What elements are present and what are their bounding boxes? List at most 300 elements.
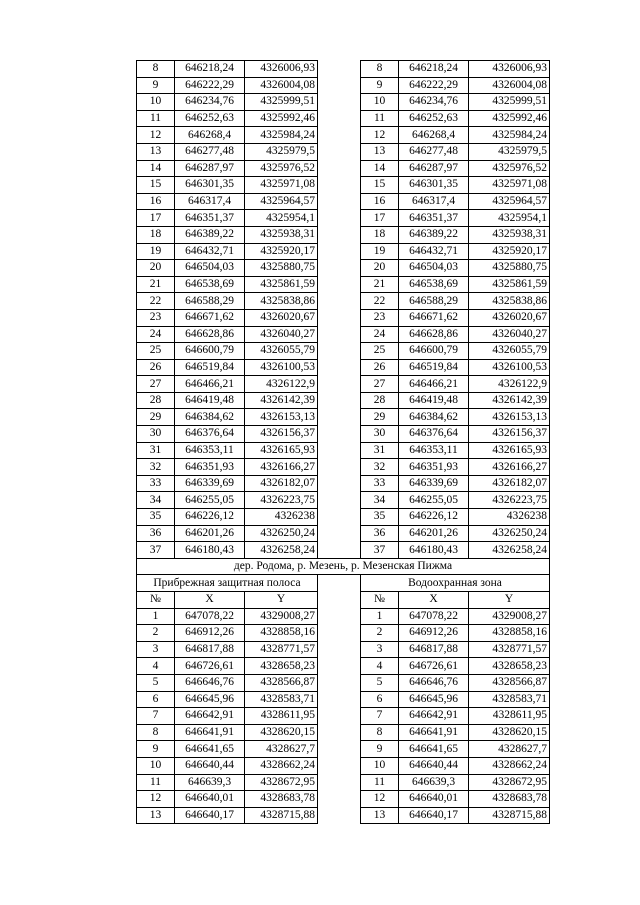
- right-y-coordinate: 4326165,93: [469, 442, 550, 459]
- right-x-coordinate: 646600,79: [399, 343, 469, 360]
- right-x-coordinate: 646234,76: [399, 94, 469, 111]
- right-x-coordinate: 646671,62: [399, 309, 469, 326]
- left-x-coordinate: 646641,91: [175, 724, 245, 741]
- right-y-coordinate: 4325979,5: [469, 143, 550, 160]
- table-row: [137, 625, 550, 642]
- column-gap: [318, 492, 361, 509]
- column-gap: [318, 143, 361, 160]
- left-point-number: 14: [137, 160, 175, 177]
- right-x-coordinate: 646504,03: [399, 260, 469, 277]
- right-x-coordinate: 646226,12: [399, 509, 469, 526]
- left-y-coordinate: 4326006,93: [245, 61, 318, 78]
- column-gap: [318, 177, 361, 194]
- left-y-coordinate: 4326156,37: [245, 426, 318, 443]
- right-point-number: 6: [361, 691, 399, 708]
- right-point-number: 9: [361, 741, 399, 758]
- column-gap: [318, 243, 361, 260]
- right-x-coordinate: 646419,48: [399, 392, 469, 409]
- table-row: [137, 392, 550, 409]
- section-title-row: [137, 558, 550, 575]
- right-y-coordinate: 4326040,27: [469, 326, 550, 343]
- table-row: [137, 492, 550, 509]
- right-y-coordinate: 4325838,86: [469, 293, 550, 310]
- left-point-number: 3: [137, 641, 175, 658]
- right-header-x: X: [399, 592, 469, 609]
- right-point-number: 13: [361, 807, 399, 824]
- column-gap: [318, 376, 361, 393]
- right-x-coordinate: 646639,3: [399, 774, 469, 791]
- right-x-coordinate: 646641,65: [399, 741, 469, 758]
- left-point-number: 23: [137, 309, 175, 326]
- left-point-number: 13: [137, 807, 175, 824]
- table-row: [137, 724, 550, 741]
- table-row: [137, 210, 550, 227]
- left-y-coordinate: 4328771,57: [245, 641, 318, 658]
- table-row: [137, 608, 550, 625]
- right-x-coordinate: 646641,91: [399, 724, 469, 741]
- column-gap: [318, 475, 361, 492]
- left-x-coordinate: 646351,93: [175, 459, 245, 476]
- left-point-number: 33: [137, 475, 175, 492]
- right-y-coordinate: 4328683,78: [469, 791, 550, 808]
- left-x-coordinate: 646389,22: [175, 226, 245, 243]
- left-x-coordinate: 646628,86: [175, 326, 245, 343]
- right-x-coordinate: 646287,97: [399, 160, 469, 177]
- left-y-coordinate: 4328566,87: [245, 674, 318, 691]
- right-zone-title: Водоохранная зона: [361, 575, 550, 592]
- right-y-coordinate: 4325976,52: [469, 160, 550, 177]
- column-gap: [318, 708, 361, 725]
- left-point-number: 37: [137, 542, 175, 559]
- left-x-coordinate: 646640,01: [175, 791, 245, 808]
- column-gap: [318, 110, 361, 127]
- right-point-number: 11: [361, 110, 399, 127]
- left-x-coordinate: 646588,29: [175, 293, 245, 310]
- right-x-coordinate: 646538,69: [399, 276, 469, 293]
- right-point-number: 15: [361, 177, 399, 194]
- table-row: [137, 160, 550, 177]
- right-y-coordinate: 4325984,24: [469, 127, 550, 144]
- right-point-number: 29: [361, 409, 399, 426]
- left-point-number: 29: [137, 409, 175, 426]
- left-y-coordinate: 4325954,1: [245, 210, 318, 227]
- left-point-number: 20: [137, 260, 175, 277]
- left-x-coordinate: 646466,21: [175, 376, 245, 393]
- left-y-coordinate: 4326040,27: [245, 326, 318, 343]
- left-x-coordinate: 646317,4: [175, 193, 245, 210]
- right-y-coordinate: 4325992,46: [469, 110, 550, 127]
- left-y-coordinate: 4326165,93: [245, 442, 318, 459]
- left-y-coordinate: 4328672,95: [245, 774, 318, 791]
- column-gap: [318, 608, 361, 625]
- left-y-coordinate: 4328611,95: [245, 708, 318, 725]
- right-point-number: 9: [361, 77, 399, 94]
- table-row: [137, 691, 550, 708]
- right-point-number: 22: [361, 293, 399, 310]
- left-x-coordinate: 646252,63: [175, 110, 245, 127]
- column-header-row: [137, 592, 550, 609]
- right-x-coordinate: 646222,29: [399, 77, 469, 94]
- left-x-coordinate: 646639,3: [175, 774, 245, 791]
- right-point-number: 8: [361, 724, 399, 741]
- right-y-coordinate: 4326006,93: [469, 61, 550, 78]
- left-point-number: 6: [137, 691, 175, 708]
- table-row: [137, 61, 550, 78]
- column-gap: [318, 392, 361, 409]
- right-y-coordinate: 4326156,37: [469, 426, 550, 443]
- table-row: [137, 674, 550, 691]
- right-y-coordinate: 4326238: [469, 509, 550, 526]
- right-x-coordinate: 646268,4: [399, 127, 469, 144]
- zone-header-row: [137, 575, 550, 592]
- left-x-coordinate: 646226,12: [175, 509, 245, 526]
- right-y-coordinate: 4328672,95: [469, 774, 550, 791]
- left-header-no: №: [137, 592, 175, 609]
- right-point-number: 35: [361, 509, 399, 526]
- right-y-coordinate: 4326182,07: [469, 475, 550, 492]
- left-y-coordinate: 4326223,75: [245, 492, 318, 509]
- right-point-number: 34: [361, 492, 399, 509]
- column-gap: [318, 791, 361, 808]
- right-point-number: 25: [361, 343, 399, 360]
- left-x-coordinate: 646600,79: [175, 343, 245, 360]
- left-point-number: 22: [137, 293, 175, 310]
- right-x-coordinate: 646252,63: [399, 110, 469, 127]
- left-x-coordinate: 646641,65: [175, 741, 245, 758]
- column-gap: [318, 724, 361, 741]
- left-y-coordinate: 4325999,51: [245, 94, 318, 111]
- left-x-coordinate: 646642,91: [175, 708, 245, 725]
- right-point-number: 18: [361, 226, 399, 243]
- left-x-coordinate: 646234,76: [175, 94, 245, 111]
- left-point-number: 9: [137, 741, 175, 758]
- column-gap: [318, 774, 361, 791]
- left-point-number: 12: [137, 791, 175, 808]
- right-x-coordinate: 646646,76: [399, 674, 469, 691]
- right-x-coordinate: 646351,93: [399, 459, 469, 476]
- column-gap: [318, 442, 361, 459]
- left-x-coordinate: 646640,17: [175, 807, 245, 824]
- right-y-coordinate: 4326153,13: [469, 409, 550, 426]
- right-y-coordinate: 4328662,24: [469, 757, 550, 774]
- right-point-number: 28: [361, 392, 399, 409]
- left-point-number: 11: [137, 774, 175, 791]
- column-gap: [318, 193, 361, 210]
- left-point-number: 11: [137, 110, 175, 127]
- left-x-coordinate: 646201,26: [175, 525, 245, 542]
- left-y-coordinate: 4326122,9: [245, 376, 318, 393]
- left-y-coordinate: 4325964,57: [245, 193, 318, 210]
- left-x-coordinate: 646384,62: [175, 409, 245, 426]
- left-x-coordinate: 646222,29: [175, 77, 245, 94]
- table-row: [137, 708, 550, 725]
- right-x-coordinate: 646640,44: [399, 757, 469, 774]
- column-gap: [318, 226, 361, 243]
- left-point-number: 15: [137, 177, 175, 194]
- left-point-number: 2: [137, 625, 175, 642]
- left-y-coordinate: 4328627,7: [245, 741, 318, 758]
- left-x-coordinate: 646538,69: [175, 276, 245, 293]
- column-gap: [318, 94, 361, 111]
- coordinates-table: [136, 60, 550, 824]
- left-x-coordinate: 646432,71: [175, 243, 245, 260]
- column-gap: [318, 575, 361, 592]
- right-point-number: 2: [361, 625, 399, 642]
- column-gap: [318, 343, 361, 360]
- column-gap: [318, 625, 361, 642]
- table-row: [137, 193, 550, 210]
- right-point-number: 33: [361, 475, 399, 492]
- left-header-y: Y: [245, 592, 318, 609]
- right-y-coordinate: 4326258,24: [469, 542, 550, 559]
- table-row: [137, 343, 550, 360]
- left-point-number: 16: [137, 193, 175, 210]
- left-point-number: 4: [137, 658, 175, 675]
- right-y-coordinate: 4328771,57: [469, 641, 550, 658]
- left-y-coordinate: 4326020,67: [245, 309, 318, 326]
- left-x-coordinate: 646640,44: [175, 757, 245, 774]
- left-x-coordinate: 646376,64: [175, 426, 245, 443]
- right-y-coordinate: 4325954,1: [469, 210, 550, 227]
- table-row: [137, 757, 550, 774]
- right-point-number: 7: [361, 708, 399, 725]
- right-point-number: 13: [361, 143, 399, 160]
- left-point-number: 36: [137, 525, 175, 542]
- left-x-coordinate: 646255,05: [175, 492, 245, 509]
- column-gap: [318, 592, 361, 609]
- left-y-coordinate: 4325992,46: [245, 110, 318, 127]
- left-point-number: 24: [137, 326, 175, 343]
- right-point-number: 12: [361, 127, 399, 144]
- left-y-coordinate: 4325938,31: [245, 226, 318, 243]
- right-point-number: 27: [361, 376, 399, 393]
- left-point-number: 34: [137, 492, 175, 509]
- right-point-number: 19: [361, 243, 399, 260]
- right-y-coordinate: 4325938,31: [469, 226, 550, 243]
- right-x-coordinate: 646255,05: [399, 492, 469, 509]
- column-gap: [318, 77, 361, 94]
- right-point-number: 17: [361, 210, 399, 227]
- table-row: [137, 509, 550, 526]
- right-x-coordinate: 646389,22: [399, 226, 469, 243]
- right-y-coordinate: 4326100,53: [469, 359, 550, 376]
- column-gap: [318, 525, 361, 542]
- right-point-number: 31: [361, 442, 399, 459]
- column-gap: [318, 741, 361, 758]
- right-point-number: 26: [361, 359, 399, 376]
- table-row: [137, 525, 550, 542]
- table-row: [137, 442, 550, 459]
- right-point-number: 30: [361, 426, 399, 443]
- left-point-number: 10: [137, 757, 175, 774]
- right-point-number: 20: [361, 260, 399, 277]
- column-gap: [318, 641, 361, 658]
- right-y-coordinate: 4328566,87: [469, 674, 550, 691]
- right-x-coordinate: 646645,96: [399, 691, 469, 708]
- right-x-coordinate: 646519,84: [399, 359, 469, 376]
- table-row: [137, 94, 550, 111]
- left-y-coordinate: 4326004,08: [245, 77, 318, 94]
- right-y-coordinate: 4329008,27: [469, 608, 550, 625]
- left-point-number: 19: [137, 243, 175, 260]
- left-y-coordinate: 4326153,13: [245, 409, 318, 426]
- table-row: [137, 276, 550, 293]
- table-row: [137, 260, 550, 277]
- left-y-coordinate: 4328662,24: [245, 757, 318, 774]
- right-x-coordinate: 646218,24: [399, 61, 469, 78]
- right-x-coordinate: 646628,86: [399, 326, 469, 343]
- column-gap: [318, 293, 361, 310]
- right-y-coordinate: 4326122,9: [469, 376, 550, 393]
- left-point-number: 35: [137, 509, 175, 526]
- left-y-coordinate: 4329008,27: [245, 608, 318, 625]
- table-row: [137, 426, 550, 443]
- left-y-coordinate: 4328620,15: [245, 724, 318, 741]
- left-point-number: 8: [137, 724, 175, 741]
- right-x-coordinate: 646384,62: [399, 409, 469, 426]
- right-y-coordinate: 4326055,79: [469, 343, 550, 360]
- column-gap: [318, 309, 361, 326]
- left-point-number: 12: [137, 127, 175, 144]
- left-y-coordinate: 4328858,16: [245, 625, 318, 642]
- right-x-coordinate: 646642,91: [399, 708, 469, 725]
- left-y-coordinate: 4328683,78: [245, 791, 318, 808]
- left-y-coordinate: 4326238: [245, 509, 318, 526]
- left-x-coordinate: 646351,37: [175, 210, 245, 227]
- left-point-number: 25: [137, 343, 175, 360]
- right-header-y: Y: [469, 592, 550, 609]
- table-row: [137, 774, 550, 791]
- table-row: [137, 293, 550, 310]
- left-point-number: 17: [137, 210, 175, 227]
- right-point-number: 4: [361, 658, 399, 675]
- right-y-coordinate: 4326250,24: [469, 525, 550, 542]
- table-row: [137, 77, 550, 94]
- left-y-coordinate: 4328715,88: [245, 807, 318, 824]
- left-x-coordinate: 646912,26: [175, 625, 245, 642]
- table-row: [137, 807, 550, 824]
- left-point-number: 26: [137, 359, 175, 376]
- right-x-coordinate: 646466,21: [399, 376, 469, 393]
- table-row: [137, 226, 550, 243]
- left-x-coordinate: 646287,97: [175, 160, 245, 177]
- right-y-coordinate: 4328611,95: [469, 708, 550, 725]
- right-y-coordinate: 4326020,67: [469, 309, 550, 326]
- left-y-coordinate: 4326250,24: [245, 525, 318, 542]
- left-y-coordinate: 4325838,86: [245, 293, 318, 310]
- right-y-coordinate: 4326223,75: [469, 492, 550, 509]
- table-row: [137, 376, 550, 393]
- left-x-coordinate: 646277,48: [175, 143, 245, 160]
- right-y-coordinate: 4325861,59: [469, 276, 550, 293]
- left-point-number: 10: [137, 94, 175, 111]
- left-y-coordinate: 4328658,23: [245, 658, 318, 675]
- left-point-number: 32: [137, 459, 175, 476]
- right-point-number: 37: [361, 542, 399, 559]
- right-point-number: 23: [361, 309, 399, 326]
- right-x-coordinate: 646376,64: [399, 426, 469, 443]
- left-x-coordinate: 646339,69: [175, 475, 245, 492]
- right-point-number: 24: [361, 326, 399, 343]
- right-y-coordinate: 4325971,08: [469, 177, 550, 194]
- right-y-coordinate: 4325964,57: [469, 193, 550, 210]
- table-row: [137, 475, 550, 492]
- right-x-coordinate: 646339,69: [399, 475, 469, 492]
- right-y-coordinate: 4326166,27: [469, 459, 550, 476]
- column-gap: [318, 757, 361, 774]
- left-point-number: 7: [137, 708, 175, 725]
- left-zone-title: Прибрежная защитная полоса: [137, 575, 318, 592]
- column-gap: [318, 426, 361, 443]
- table-row: [137, 641, 550, 658]
- right-y-coordinate: 4325920,17: [469, 243, 550, 260]
- left-x-coordinate: 646817,88: [175, 641, 245, 658]
- table-row: [137, 309, 550, 326]
- column-gap: [318, 409, 361, 426]
- table-row: [137, 542, 550, 559]
- column-gap: [318, 160, 361, 177]
- column-gap: [318, 61, 361, 78]
- right-y-coordinate: 4325880,75: [469, 260, 550, 277]
- right-y-coordinate: 4328715,88: [469, 807, 550, 824]
- column-gap: [318, 276, 361, 293]
- left-point-number: 9: [137, 77, 175, 94]
- column-gap: [318, 509, 361, 526]
- table-row: [137, 791, 550, 808]
- column-gap: [318, 127, 361, 144]
- right-x-coordinate: 646301,35: [399, 177, 469, 194]
- right-x-coordinate: 647078,22: [399, 608, 469, 625]
- left-y-coordinate: 4325880,75: [245, 260, 318, 277]
- left-y-coordinate: 4326258,24: [245, 542, 318, 559]
- left-x-coordinate: 646419,48: [175, 392, 245, 409]
- right-point-number: 10: [361, 757, 399, 774]
- section-title: дер. Родома, р. Мезень, р. Мезенская Пижма: [137, 558, 550, 575]
- right-point-number: 12: [361, 791, 399, 808]
- right-header-no: №: [361, 592, 399, 609]
- column-gap: [318, 459, 361, 476]
- left-point-number: 5: [137, 674, 175, 691]
- right-point-number: 1: [361, 608, 399, 625]
- left-point-number: 31: [137, 442, 175, 459]
- left-x-coordinate: 646353,11: [175, 442, 245, 459]
- right-point-number: 16: [361, 193, 399, 210]
- left-point-number: 13: [137, 143, 175, 160]
- table-row: [137, 177, 550, 194]
- column-gap: [318, 807, 361, 824]
- right-x-coordinate: 646817,88: [399, 641, 469, 658]
- table-row: [137, 127, 550, 144]
- right-x-coordinate: 646640,17: [399, 807, 469, 824]
- table-row: [137, 326, 550, 343]
- left-y-coordinate: 4326166,27: [245, 459, 318, 476]
- left-point-number: 30: [137, 426, 175, 443]
- right-x-coordinate: 646180,43: [399, 542, 469, 559]
- left-point-number: 8: [137, 61, 175, 78]
- column-gap: [318, 210, 361, 227]
- left-y-coordinate: 4326182,07: [245, 475, 318, 492]
- left-y-coordinate: 4325971,08: [245, 177, 318, 194]
- left-x-coordinate: 647078,22: [175, 608, 245, 625]
- table-row: [137, 359, 550, 376]
- right-y-coordinate: 4328583,71: [469, 691, 550, 708]
- table-row: [137, 658, 550, 675]
- table-row: [137, 243, 550, 260]
- left-point-number: 27: [137, 376, 175, 393]
- table-row: [137, 409, 550, 426]
- table-row: [137, 143, 550, 160]
- left-y-coordinate: 4325976,52: [245, 160, 318, 177]
